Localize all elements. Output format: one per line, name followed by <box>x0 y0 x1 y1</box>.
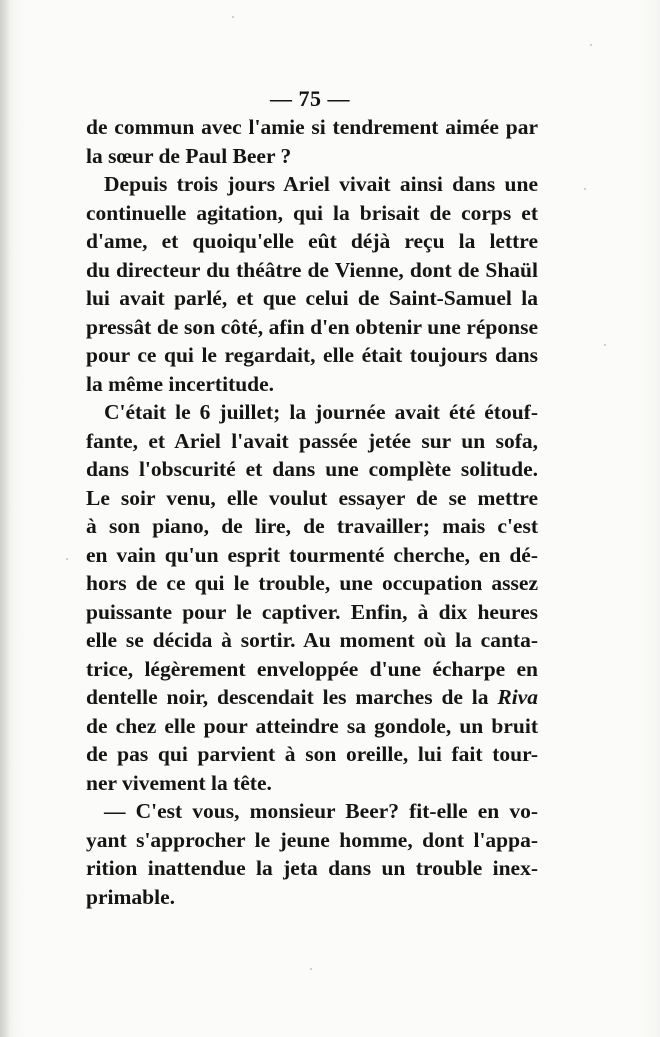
text-line: trice, légèrement enveloppée d'une écharpe en <box>86 656 538 681</box>
page-number: — 75 — <box>270 86 350 111</box>
text-line: hors de ce qui le trouble, une occupation assez <box>86 571 538 595</box>
body-text <box>86 113 538 911</box>
text-line: pressât de son côté, afin d'en obtenir une réponse <box>86 314 538 339</box>
binding-shadow <box>0 0 10 1037</box>
text-line: Depuis trois jours Ariel vivait ainsi dans une <box>104 172 538 196</box>
text-line: à son piano, de lire, de travailler; mais c'est <box>86 514 538 538</box>
paper-speck <box>66 558 68 560</box>
text-line: puissante pour le captiver. Enfin, à dix heures <box>86 599 538 624</box>
text-line: ner vivement la tête. <box>86 770 272 795</box>
text-line: continuelle agitation, qui la brisait de corps et <box>86 200 538 225</box>
text-line: de pas qui parvient à son oreille, lui fait tour- <box>86 742 538 766</box>
text-line <box>86 683 538 712</box>
text-line: d'ame, et quoiqu'elle eût déjà reçu la lettre <box>86 229 538 253</box>
text-line: en vain qu'un esprit tourmenté cherche, en dé- <box>86 542 538 567</box>
text-line: la sœur de Paul Beer ? <box>86 143 292 168</box>
text-line: lui avait parlé, et que celui de Saint-Samuel la <box>86 286 538 310</box>
text-line: — C'est vous, monsieur Beer? fit-elle en vo- <box>104 799 538 823</box>
text-line: yant s'approcher le jeune homme, dont l'appa- <box>86 827 538 852</box>
text-line: elle se décida à sortir. Au moment où la canta- <box>86 628 538 652</box>
text-line: C'était le 6 juillet; la journée avait été étouf- <box>104 400 538 424</box>
text-line: primable. <box>86 884 175 909</box>
text-line: du directeur du théâtre de Vienne, dont de Shaül <box>86 257 538 282</box>
paper-speck <box>232 16 234 18</box>
paper-speck <box>584 188 586 190</box>
text-line: Le soir venu, elle voulut essayer de se mettre <box>86 485 538 510</box>
text-line-main: dentelle noir, descendait les marches de la <box>86 685 489 709</box>
text-line: la même incertitude. <box>86 371 275 396</box>
paper-speck <box>590 44 592 46</box>
text-line: de commun avec l'amie si tendrement aimée par <box>86 115 538 139</box>
text-line: fante, et Ariel l'avait passée jetée sur un sofa, <box>86 428 538 453</box>
text-line: dans l'obscurité et dans une complète solitude. <box>86 457 538 481</box>
italic-word: Riva <box>497 685 539 709</box>
paper-speck <box>310 968 312 970</box>
text-line: rition inattendue la jeta dans un trouble inex- <box>86 856 538 880</box>
text-line: pour ce qui le regardait, elle était toujours dans <box>86 343 538 367</box>
paper-speck <box>604 344 606 346</box>
text-line: de chez elle pour atteindre sa gondole, un bruit <box>86 713 538 738</box>
